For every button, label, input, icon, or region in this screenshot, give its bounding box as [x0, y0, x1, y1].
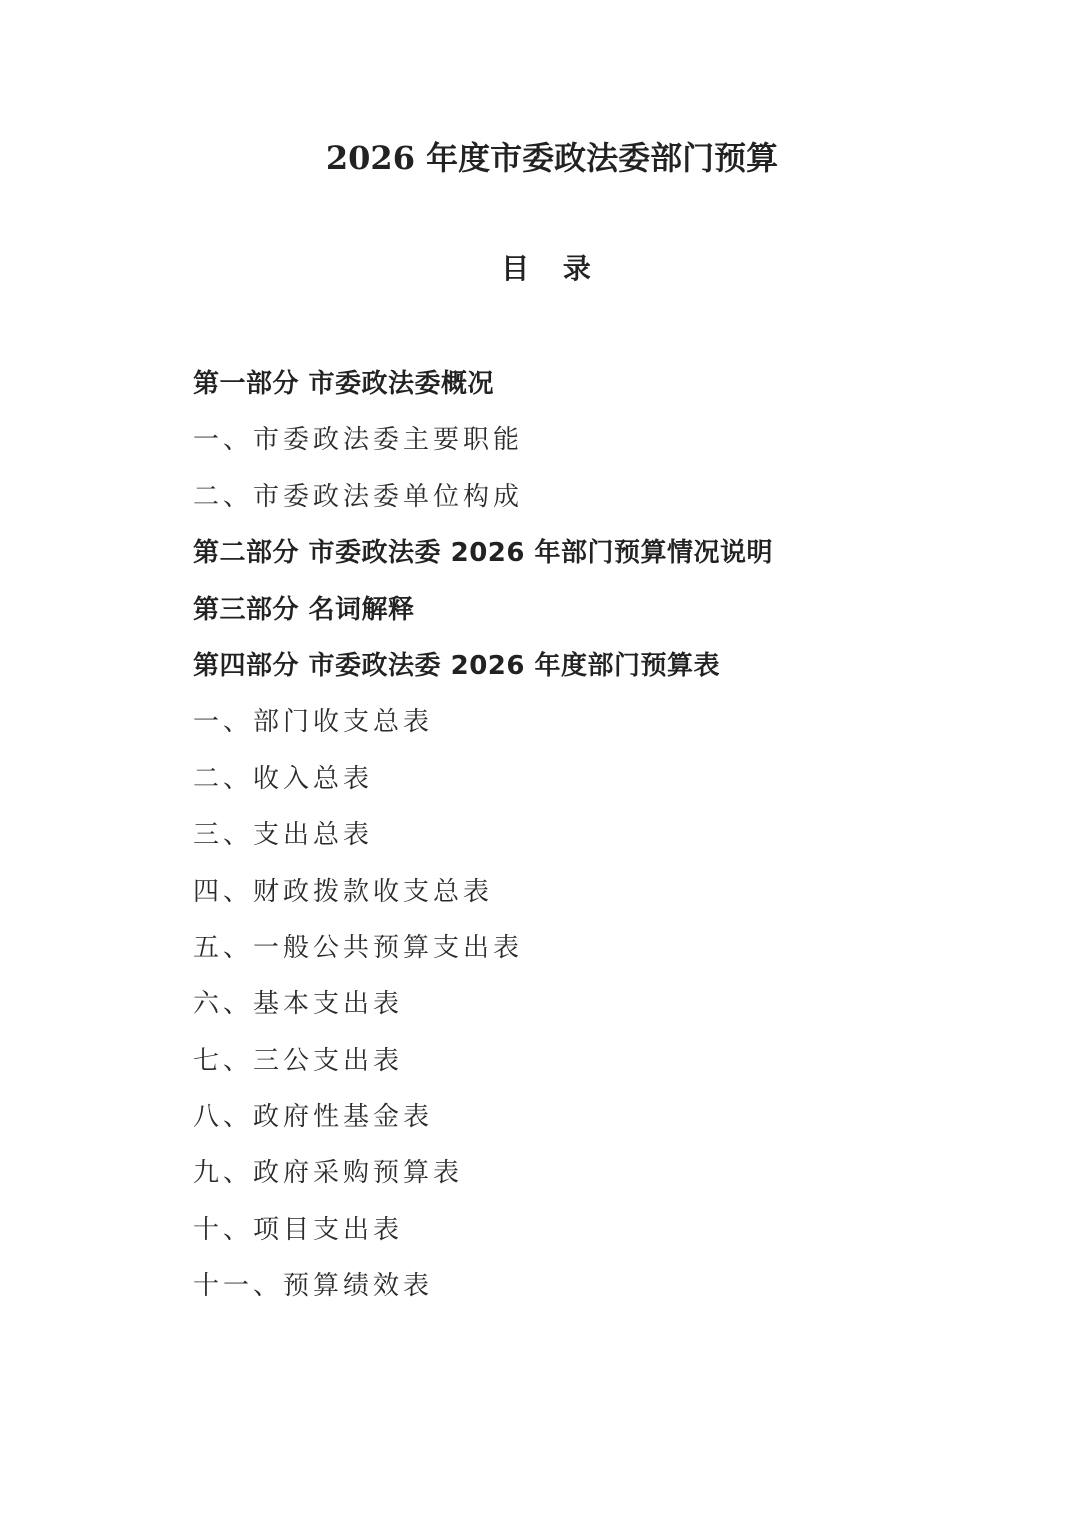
toc-sub-entry: 一、部门收支总表: [193, 707, 434, 738]
toc-part-entry: 第三部分 名词解释: [193, 594, 415, 625]
toc-sub-entry: 八、政府性基金表: [193, 1102, 434, 1133]
toc-heading: 目 录: [501, 252, 603, 285]
toc-sub-entry: 一、市委政法委主要职能: [193, 425, 524, 456]
toc-sub-entry: 六、基本支出表: [193, 989, 404, 1020]
toc-sub-entry: 十、项目支出表: [193, 1214, 404, 1245]
toc-sub-entry: 二、收入总表: [193, 763, 374, 794]
toc-sub-entry: 二、市委政法委单位构成: [193, 481, 524, 512]
toc-part-entry: 第二部分 市委政法委 2026 年部门预算情况说明: [193, 538, 774, 569]
table-of-contents: [193, 358, 993, 1317]
toc-sub-entry: 十一、预算绩效表: [193, 1271, 434, 1302]
document-title: 2026 年度市委政法委部门预算: [325, 139, 779, 177]
toc-part-entry: 第一部分 市委政法委概况: [193, 369, 495, 399]
toc-sub-entry: 七、三公支出表: [193, 1045, 404, 1076]
toc-sub-entry: 三、支出总表: [193, 820, 374, 851]
toc-sub-entry: 九、政府采购预算表: [193, 1158, 464, 1189]
toc-sub-entry: 五、一般公共预算支出表: [193, 932, 524, 963]
toc-part-entry: 第四部分 市委政法委 2026 年度部门预算表: [193, 650, 721, 681]
toc-sub-entry: 四、财政拨款收支总表: [193, 876, 494, 907]
